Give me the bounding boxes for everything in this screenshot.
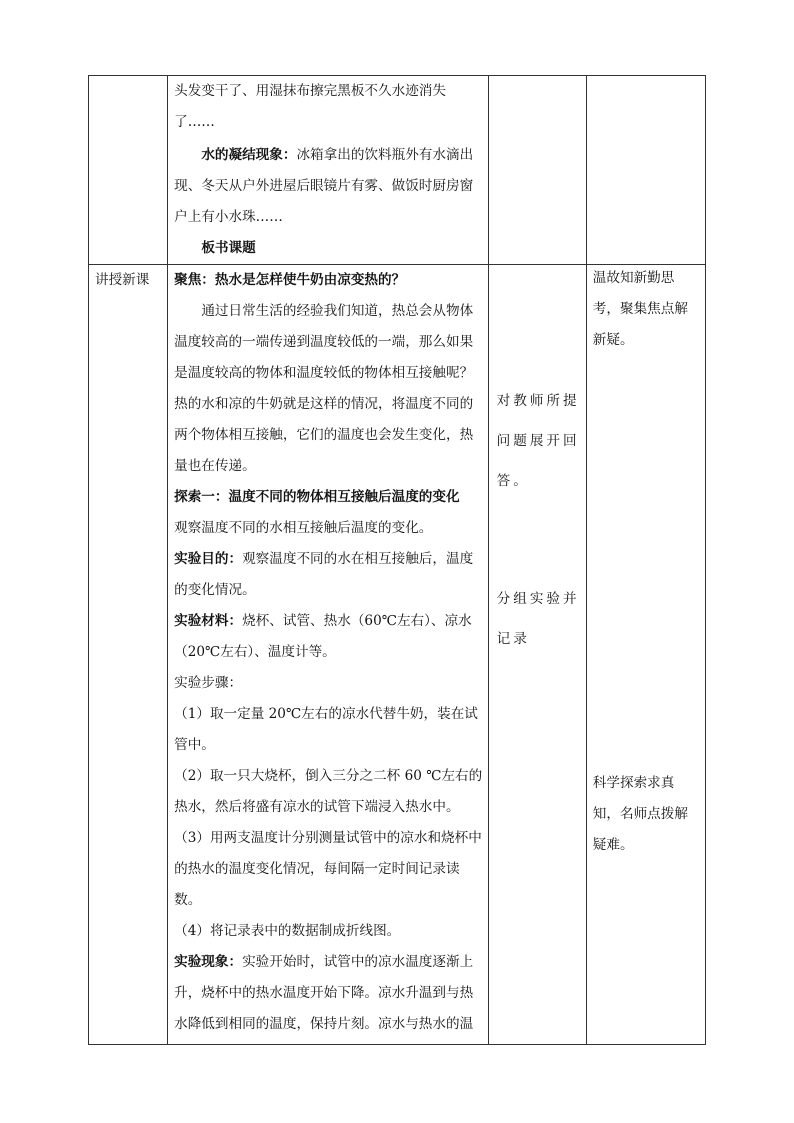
content-cell — [168, 76, 489, 265]
design-note-cell — [586, 76, 705, 265]
step-item: （2）取一只大烧杯，倒入三分之二杯 60 ℃左右的热水，然后将盛有凉水的试管下端浸入热水中。 — [174, 768, 483, 815]
student-activity-answer: 对教师所提问题展开回答。 — [496, 393, 580, 489]
student-activity-experiment: 分组实验并记录 — [496, 591, 580, 647]
section-label-cell — [89, 265, 168, 1045]
content-cell — [168, 265, 489, 1045]
purpose-label: 实验目的： — [174, 551, 243, 567]
explore-description: 观察温度不同的水相互接触后温度的变化。 — [174, 520, 433, 536]
lesson-plan-table — [88, 75, 706, 1045]
condensation-label: 水的凝结现象： — [201, 147, 297, 163]
section-label-cell-empty — [89, 76, 168, 265]
evaporation-examples: 头发变干了、用湿抹布擦完黑板不久水迹消失了…… — [174, 83, 446, 130]
phenomenon-text: 实验开始时，试管中的凉水温度逐渐上升，烧杯中的热水温度开始下降。凉水升温到与热水降低到相同的温度，保持片刻。凉水与热水的温 — [174, 954, 474, 1032]
student-activity-cell — [488, 76, 586, 265]
design-note-review: 温故知新勤思考，聚集焦点解新疑。 — [592, 270, 688, 348]
focus-question: 热水是怎样使牛奶由凉变热的？ — [214, 272, 406, 288]
design-note-explore: 科学探索求真知，名师点拨解疑难。 — [592, 775, 688, 853]
section-label: 讲授新课 — [95, 272, 150, 288]
condensation-paragraph — [174, 140, 484, 233]
intro-paragraph: 通过日常生活的经验我们知道，热总会从物体温度较高的一端传递到温度较低的一端，那么如果是温度较高的物体和温度较低的物体相互接触呢？热的水和凉的牛奶就是这样的情况，将温度不同的两个物体相互接触，它们的温度也会发生变化，热量也在传递。 — [174, 303, 474, 474]
materials-text: 烧杯、试管、热水（60℃左右）、凉水（20℃左右）、温度计等。 — [174, 613, 472, 660]
design-note-cell — [586, 265, 705, 1045]
step-item: （3）用两支温度计分别测量试管中的凉水和烧杯中的热水的温度变化情况，每间隔一定时间记录读数。 — [174, 830, 482, 908]
step-item: （1）取一定量 20℃左右的凉水代替牛奶，装在试管中。 — [174, 706, 478, 753]
materials-label: 实验材料： — [174, 613, 243, 629]
materials-paragraph — [174, 606, 484, 668]
condensation-text: 冰箱拿出的饮料瓶外有水滴出现、冬天从户外进屋后眼镜片有雾、做饭时厨房窗户上有小水珠…… — [174, 147, 474, 225]
focus-label: 聚焦： — [174, 272, 215, 288]
steps-label: 实验步骤： — [174, 675, 243, 691]
explore-heading — [174, 482, 484, 513]
table-row — [89, 76, 706, 265]
purpose-text: 观察温度不同的水在相互接触后，温度的变化情况。 — [174, 551, 474, 598]
purpose-paragraph — [174, 544, 484, 606]
step-item: （4）将记录表中的数据制成折线图。 — [174, 923, 401, 939]
focus-line — [174, 265, 484, 296]
board-title: 板书课题 — [201, 240, 256, 256]
explore-label: 探索一： — [174, 489, 229, 505]
explore-title: 温度不同的物体相互接触后温度的变化 — [228, 489, 460, 505]
phenomenon-paragraph — [174, 947, 484, 1040]
student-activity-cell — [488, 265, 586, 1045]
table-row — [89, 265, 706, 1045]
phenomenon-label: 实验现象： — [174, 954, 243, 970]
